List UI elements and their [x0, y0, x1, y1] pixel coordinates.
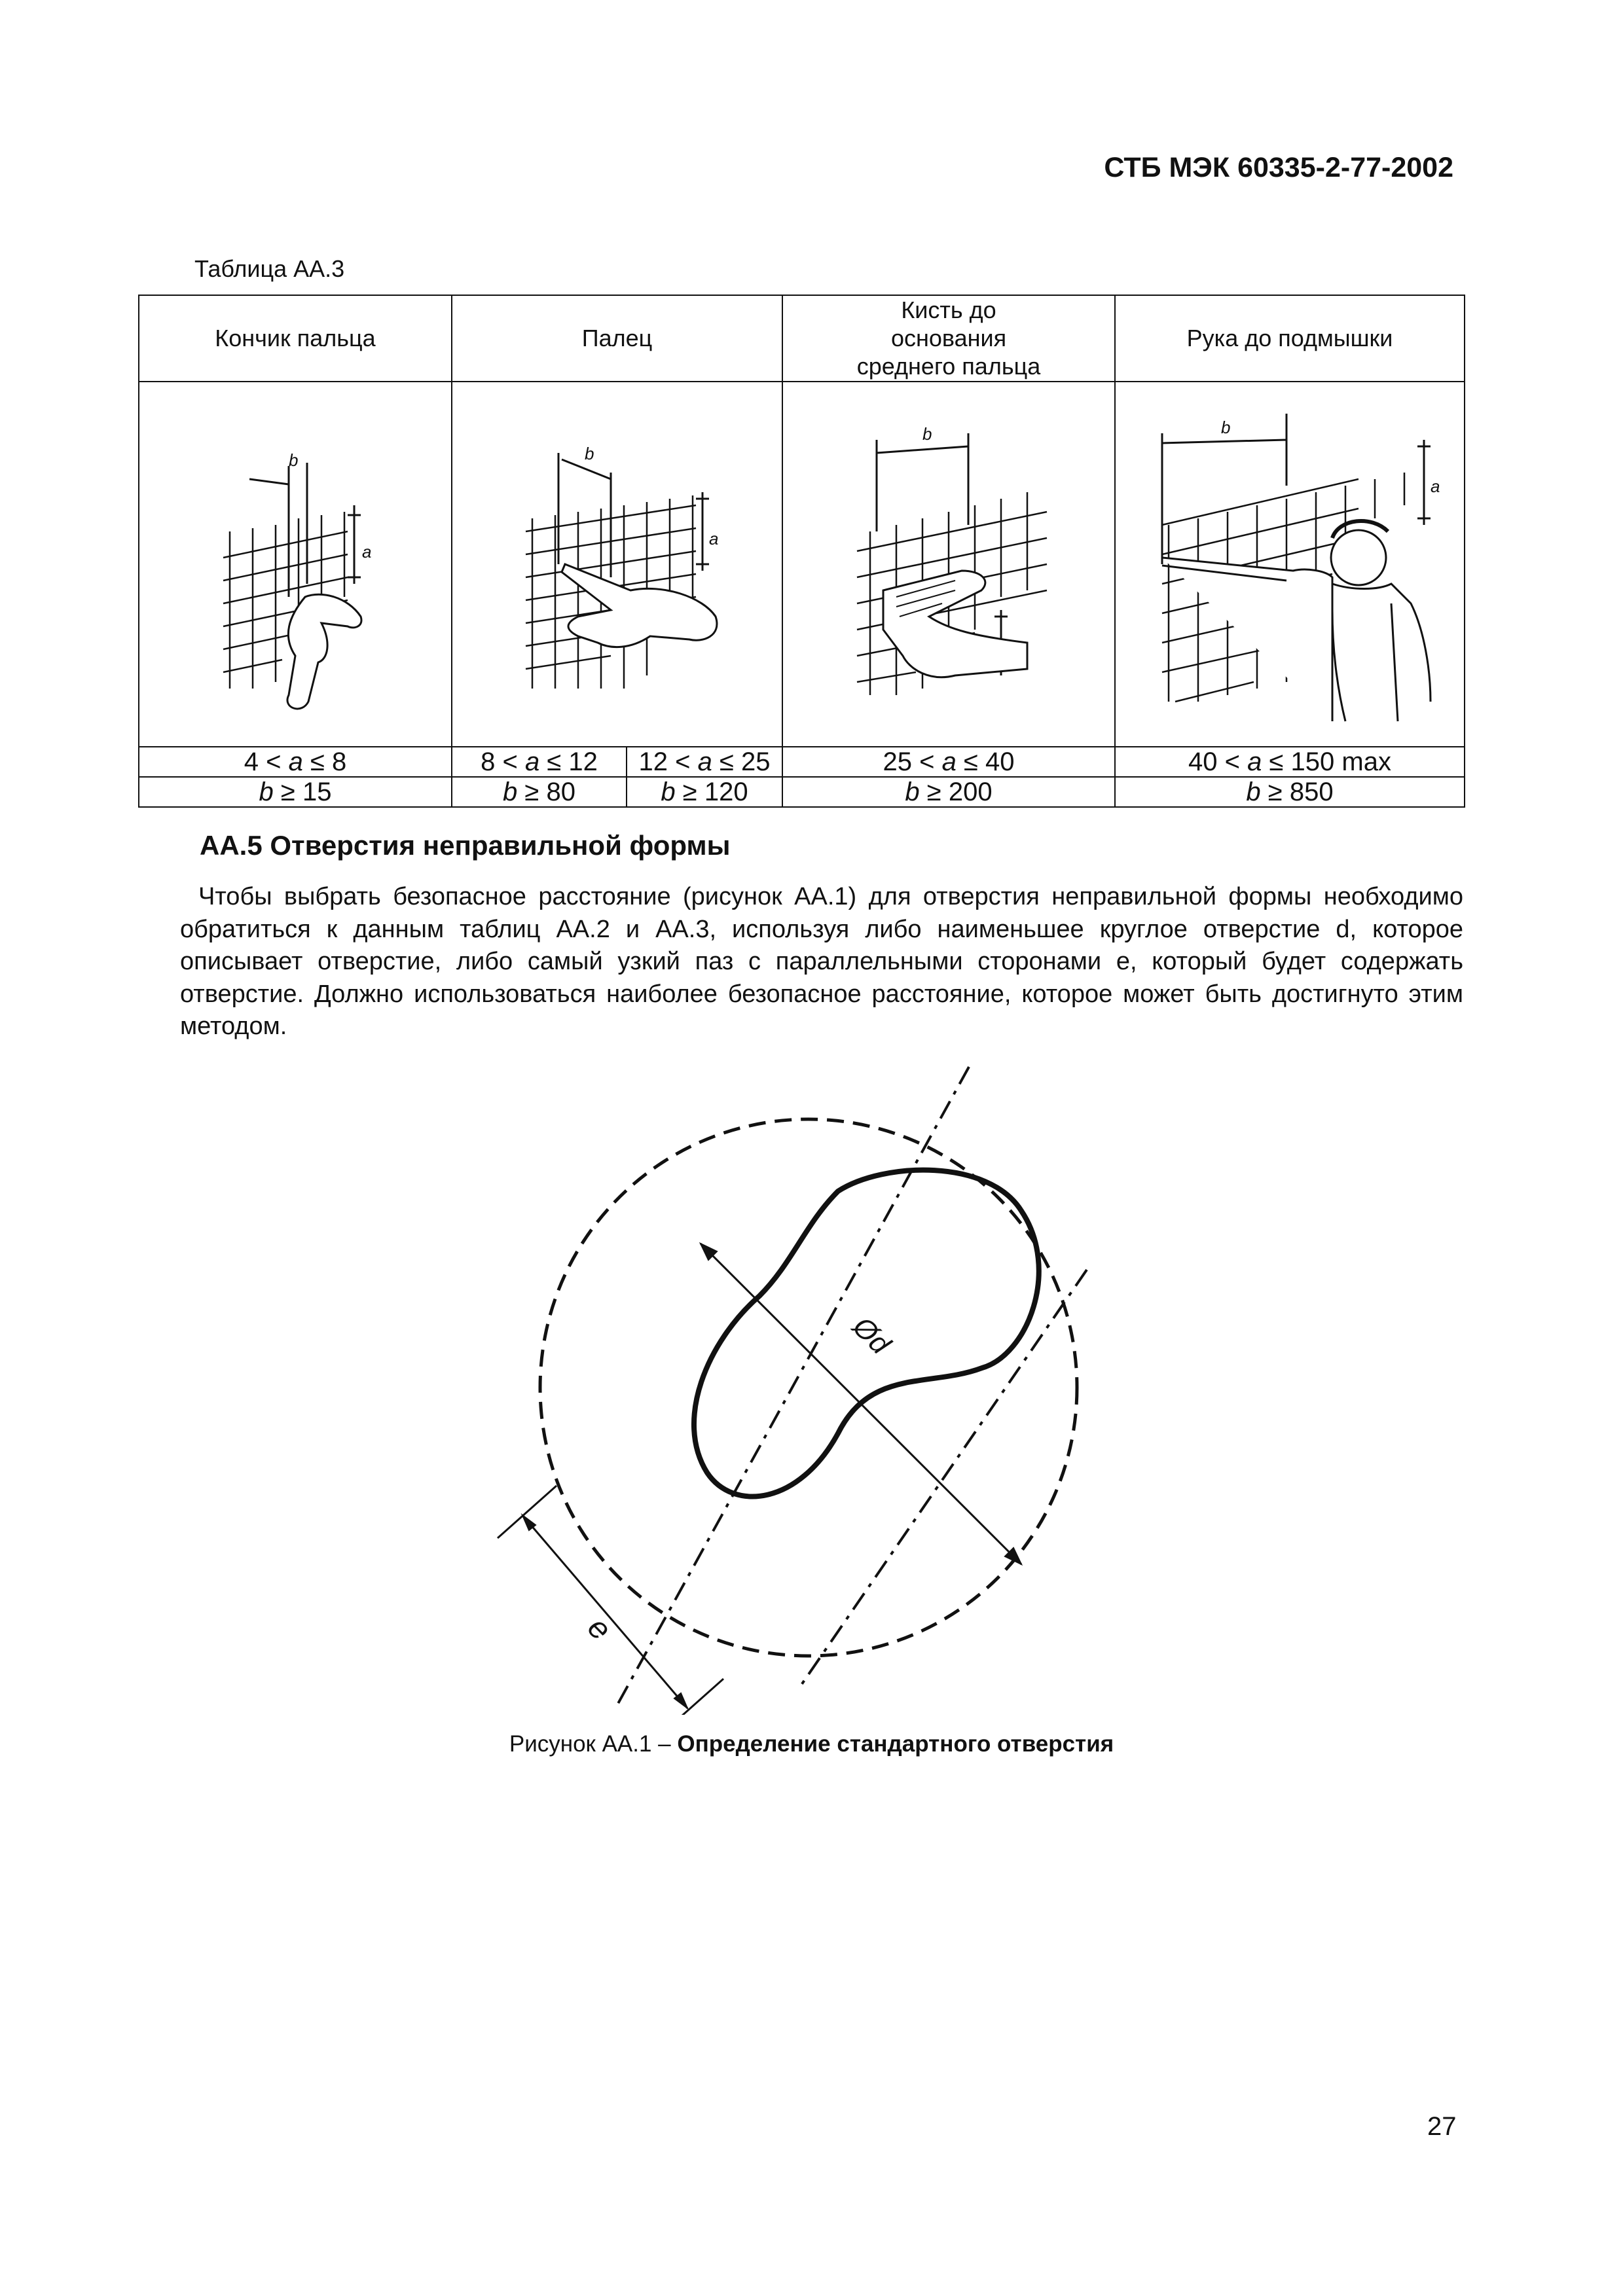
- col-header-finger: Палец: [452, 295, 782, 382]
- range-a-fingertip: 4 < a ≤ 8: [139, 747, 452, 777]
- figure-caption: Рисунок АА.1 – Определение стандартного отверстия: [509, 1731, 1114, 1757]
- range-b-fingertip: b ≥ 15: [139, 777, 452, 807]
- arm-illustration: [1115, 382, 1465, 747]
- range-b-arm: b ≥ 850: [1115, 777, 1465, 807]
- table-caption: Таблица АА.3: [194, 255, 345, 282]
- range-a-finger-small: 8 < a ≤ 12: [452, 747, 627, 777]
- svg-text:b: b: [289, 450, 299, 470]
- col-header-hand: Кисть до основания среднего пальца: [782, 295, 1115, 382]
- hand-illustration: [782, 382, 1115, 747]
- range-a-finger-large: 12 < a ≤ 25: [627, 747, 782, 777]
- finger-illustration: [452, 382, 782, 747]
- svg-text:a: a: [1431, 476, 1440, 496]
- svg-text:b: b: [922, 423, 932, 444]
- document-code: СТБ МЭК 60335-2-77-2002: [1104, 152, 1453, 183]
- col-header-fingertip: Кончик пальца: [139, 295, 452, 382]
- svg-text:b: b: [1221, 417, 1231, 437]
- figure-irregular-opening: [458, 1054, 1113, 1718]
- diameter-label: Ød: [846, 1310, 897, 1361]
- section-heading: АА.5 Отверстия неправильной формы: [200, 830, 731, 861]
- svg-text:a: a: [362, 541, 372, 562]
- width-label: e: [581, 1610, 618, 1647]
- range-b-hand: b ≥ 200: [782, 777, 1115, 807]
- svg-text:a: a: [708, 528, 718, 548]
- svg-text:b: b: [584, 443, 594, 463]
- fingertip-illustration: [139, 382, 452, 747]
- range-a-arm: 40 < a ≤ 150 max: [1115, 747, 1465, 777]
- reach-table: [138, 295, 1465, 808]
- enclosing-circle: [540, 1119, 1077, 1656]
- col-header-arm: Рука до подмышки: [1115, 295, 1465, 382]
- page-number: 27: [1427, 2112, 1457, 2141]
- diameter-line: [701, 1244, 1021, 1564]
- range-a-hand: 25 < a ≤ 40: [782, 747, 1115, 777]
- range-b-finger-small: b ≥ 80: [452, 777, 627, 807]
- body-paragraph: Чтобы выбрать безопасное расстояние (рисунок АА.1) для отверстия неправильной формы необходимо обратиться к данным таблиц АА.2 и АА.3, используя либо наименьшее круглое отверстие d, которое описывает отверстие, либо самый узкий паз с параллельными сторонами e, который будет содержать отверстие. Должно использоваться наиболее безопасное расстояние, которое может быть достигнуто этим методом.: [180, 883, 1463, 1040]
- range-b-finger-large: b ≥ 120: [627, 777, 782, 807]
